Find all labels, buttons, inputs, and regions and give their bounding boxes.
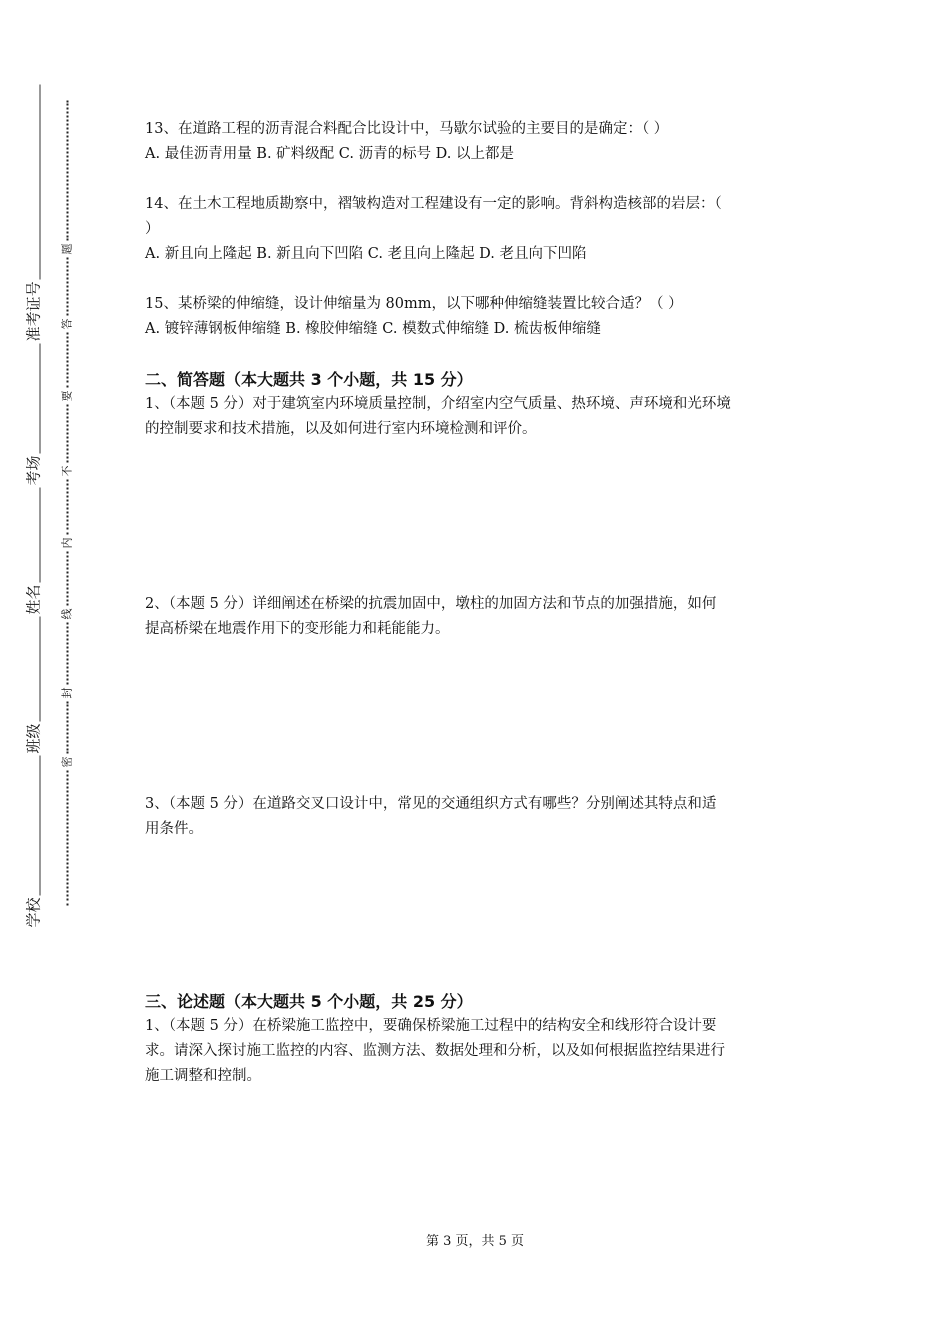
- question-text: 的控制要求和技术措施，以及如何进行室内环境检测和评价。: [145, 421, 537, 437]
- name-field[interactable]: [39, 487, 41, 582]
- exam-id-label: 准考证号: [24, 281, 43, 342]
- question-text: 施工调整和控制。: [145, 1068, 261, 1084]
- question-13: [145, 117, 825, 167]
- question-text: ）: [145, 221, 160, 237]
- short-answer-3: [145, 792, 825, 842]
- question-text: 1、（本题 5 分）对于建筑室内环境质量控制，介绍室内空气质量、热环境、声环境和光环境: [145, 396, 731, 412]
- short-answer-2: [145, 592, 825, 642]
- question-options: A. 新且向上隆起 B. 新且向下凹陷 C. 老且向上隆起 D. 老且向下凹陷: [145, 246, 587, 262]
- seal-char: 题: [60, 243, 74, 255]
- name-label: 姓名: [24, 584, 43, 615]
- question-text: 用条件。: [145, 821, 203, 837]
- question-text: 2、（本题 5 分）详细阐述在桥梁的抗震加固中，墩柱的加固方法和节点的加强措施，如何: [145, 596, 717, 612]
- exam-id-field[interactable]: [39, 85, 41, 280]
- question-text: 14、在土木工程地质勘察中，褶皱构造对工程建设有一定的影响。背斜构造核部的岩层：（: [145, 196, 722, 212]
- question-14: [145, 192, 825, 267]
- class-field[interactable]: [39, 616, 41, 721]
- seal-char: 封: [60, 687, 74, 699]
- question-text: 15、某桥梁的伸缩缝，设计伸缩量为 80mm，以下哪种伸缩缝装置比较合适？（ ）: [145, 296, 683, 312]
- seal-char: 线: [60, 608, 74, 620]
- class-label: 班级: [24, 723, 43, 754]
- question-options: A. 镀锌薄钢板伸缩缝 B. 橡胶伸缩缝 C. 模数式伸缩缝 D. 梳齿板伸缩缝: [145, 321, 602, 337]
- question-options: A. 最佳沥青用量 B. 矿料级配 C. 沥青的标号 D. 以上都是: [145, 146, 515, 162]
- section-2: [145, 367, 825, 442]
- seal-char: 密: [60, 756, 74, 768]
- question-text: 提高桥梁在地震作用下的变形能力和耗能能力。: [145, 621, 450, 637]
- question-text: 3、（本题 5 分）在道路交叉口设计中，常见的交通组织方式有哪些？分别阐述其特点和适: [145, 796, 717, 812]
- seal-line: [61, 101, 75, 906]
- page-number: 第 3 页，共 5 页: [425, 1234, 525, 1249]
- section-3: [145, 989, 825, 1089]
- seal-char: 答: [60, 318, 74, 330]
- student-info-strip: [21, 85, 43, 930]
- school-label: 学校: [24, 897, 43, 928]
- question-15: [145, 292, 825, 342]
- seal-char: 要: [60, 390, 74, 402]
- question-text: 求。请深入探讨施工监控的内容、监测方法、数据处理和分析，以及如何根据监控结果进行: [145, 1043, 725, 1059]
- seal-char: 不: [60, 465, 74, 477]
- school-field[interactable]: [39, 755, 41, 895]
- section-title: 二、简答题（本大题共 3 个小题，共 15 分）: [145, 370, 473, 389]
- question-text: 13、在道路工程的沥青混合料配合比设计中，马歇尔试验的主要目的是确定：（ ）: [145, 121, 669, 137]
- section-title: 三、论述题（本大题共 5 个小题，共 25 分）: [145, 992, 473, 1011]
- question-text: 1、（本题 5 分）在桥梁施工监控中，要确保桥梁施工过程中的结构安全和线形符合设计要: [145, 1018, 717, 1034]
- exam-room-field[interactable]: [39, 343, 41, 453]
- seal-char: 内: [60, 537, 74, 549]
- exam-room-label: 考场: [24, 455, 43, 486]
